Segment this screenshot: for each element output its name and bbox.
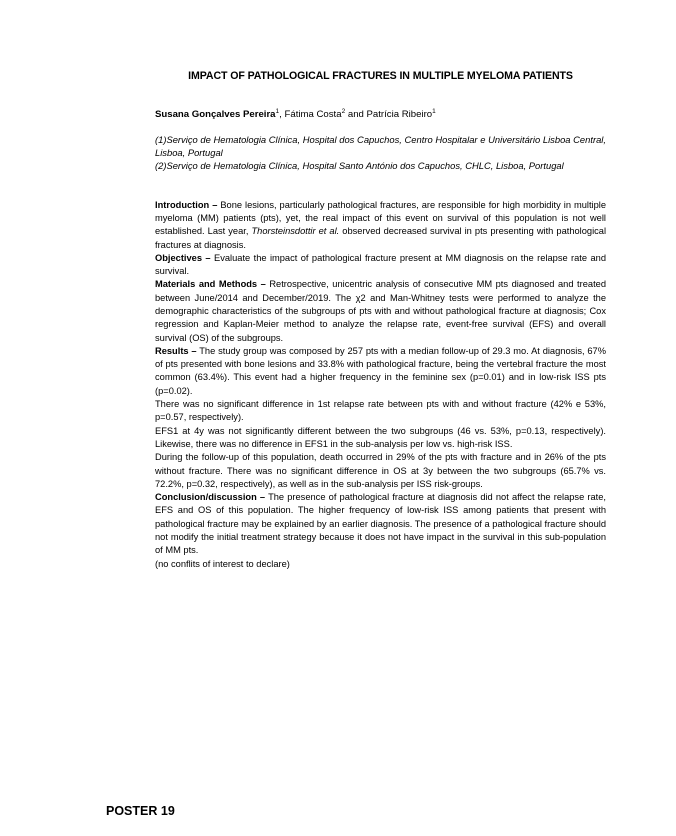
results-paragraph-3: EFS1 at 4y was not significantly different between the two subgroups (46 vs. 53%, p=0.13, respectively). Likewise, there was no difference in EFS1 in the sub-analysis per low vs. high-risk ISS. [155, 425, 606, 449]
results-heading: Results – [155, 345, 197, 356]
objectives-heading: Objectives – [155, 252, 211, 263]
author-2-affil: 2 [341, 107, 346, 115]
methods-heading: Materials and Methods – [155, 279, 266, 290]
results-paragraph-2: There was no significant difference in 1st relapse rate between pts with and without fracture (42% e 53%, p=0.57, respectively). [155, 399, 606, 423]
methods-text: Retrospective, unicentric analysis of consecutive MM pts diagnosed and treated between June/2014 and December/2019. The χ2 and Man-Whitney tests were performed to analyze the demographic characteristics of the subgroups of pts with and without pathological fracture at diagnosis; Cox regression and Kaplan-Meier method to analyze the relapse rate, event-free survival (EFS) and overall survival (OS) of the subgroups. [155, 279, 606, 343]
abstract-content [155, 70, 606, 571]
author-1-affil: 1 [275, 107, 280, 115]
conflict-of-interest-note: (no conflits of interest to declare) [155, 558, 290, 569]
methods-paragraph [155, 278, 606, 344]
paper-title: IMPACT OF PATHOLOGICAL FRACTURES IN MULTIPLE MYELOMA PATIENTS [188, 70, 573, 82]
author-line [155, 109, 606, 120]
author-separator-2: and [345, 109, 367, 120]
author-2-name: Fátima Costa [284, 109, 342, 120]
results-paragraph-4: During the follow-up of this population, death occurred in 29% of the pts with fracture and in 26% of the pts without fracture. There was no significant difference in OS at 3y between the two subgroups (65.7% vs. 72.2%, p=0.32, respectively), as well as in the sub-analysis per ISS risk-groups. [155, 452, 606, 489]
conclusion-heading: Conclusion/discussion – [155, 492, 266, 503]
author-1-name: Susana Gonçalves Pereira [155, 109, 276, 120]
author-separator-1: , [279, 109, 285, 120]
affiliation-2: (2)Serviço de Hematologia Clínica, Hospital Santo António dos Capuchos, CHLC, Lisboa, Portugal [155, 160, 564, 172]
introduction-paragraph [155, 199, 606, 252]
introduction-heading: Introduction – [155, 199, 218, 210]
poster-number: POSTER 19 [106, 804, 175, 818]
affiliation-1: (1)Serviço de Hematologia Clínica, Hospital dos Capuchos, Centro Hospitalar e Universitário Lisboa Central, Lisboa, Portugal [155, 134, 606, 159]
objectives-paragraph [155, 252, 606, 279]
introduction-text-1: Bone lesions, particularly pathological fractures, are responsible for high morbidity in multiple myeloma (MM) patients (pts), yet, the real impact of this event on survival of this population is not well established. Last year, [155, 199, 606, 237]
conclusion-text: The presence of pathological fracture at diagnosis did not affect the relapse rate, EFS and OS of this population. The higher frequency of low-risk ISS among patients that present with pathological fracture may be explained by an earlier diagnosis. The presence of a pathological fracture should not modify the initial treatment strategy because it does not have impact in the survival in this sub-population of MM pts. [155, 492, 607, 556]
author-3-name: Patrícia Ribeiro [366, 109, 433, 120]
objectives-text: Evaluate the impact of pathological fracture present at MM diagnosis on the relapse rate and survival. [155, 252, 606, 277]
results-paragraph [155, 345, 606, 398]
abstract-body [155, 199, 606, 571]
conclusion-paragraph [155, 491, 606, 557]
results-text: The study group was composed by 257 pts with a median follow-up of 29.3 mo. At diagnosis, 67% of pts presented with bone lesions and 33.8% with pathological fracture, being the vertebral fracture the most common (63.4%). This event had a higher frequency in the feminine sex (p=0.01) and in low-risk ISS pts (p=0.02). [155, 345, 606, 396]
introduction-text-2: observed decreased survival in pts presenting with pathological fractures at diagnosis. [155, 226, 607, 250]
introduction-citation: Thorsteinsdottir et al. [251, 226, 340, 237]
author-3-affil: 1 [432, 107, 436, 115]
